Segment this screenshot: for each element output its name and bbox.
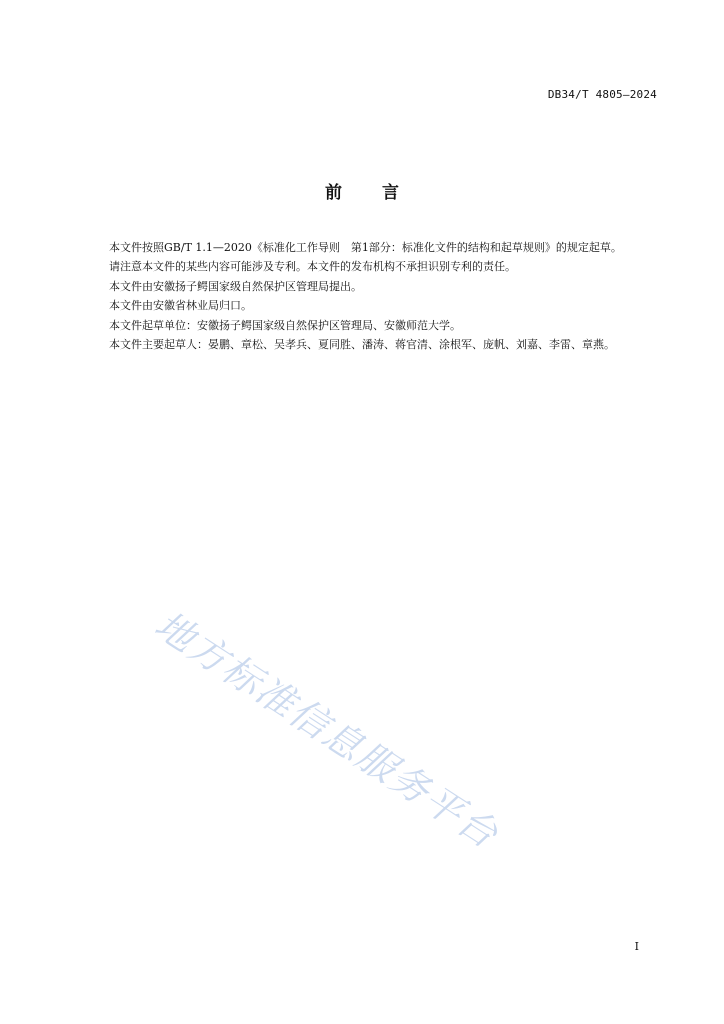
page-title: 前言 [325,183,439,203]
paragraph-drafters: 本文件主要起草人：晏鹏、章松、吴孝兵、夏同胜、潘涛、蒋官清、涂根军、庞帆、刘嘉、李雷、章燕。 [109,338,615,352]
paragraph-patent-notice: 请注意本文件的某些内容可能涉及专利。本文件的发布机构不承担识别专利的责任。 [109,260,516,274]
paragraph-drafting-rules: 本文件按照GB/T 1.1—2020《标准化工作导则 第1部分：标准化文件的结构和起草规则》的规定起草。 [109,241,622,254]
watermark-text: 地方标准信息服务平台 [147,602,507,858]
page-number: I [634,940,639,953]
paragraph-proposer: 本文件由安徽扬子鳄国家级自然保护区管理局提出。 [109,279,362,293]
document-code: DB34/T 4805—2024 [547,88,657,101]
paragraph-centralized-unit: 本文件由安徽省林业局归口。 [109,299,252,313]
preface-body [87,238,657,354]
paragraph-drafting-units: 本文件起草单位：安徽扬子鳄国家级自然保护区管理局、安徽师范大学。 [109,318,461,332]
